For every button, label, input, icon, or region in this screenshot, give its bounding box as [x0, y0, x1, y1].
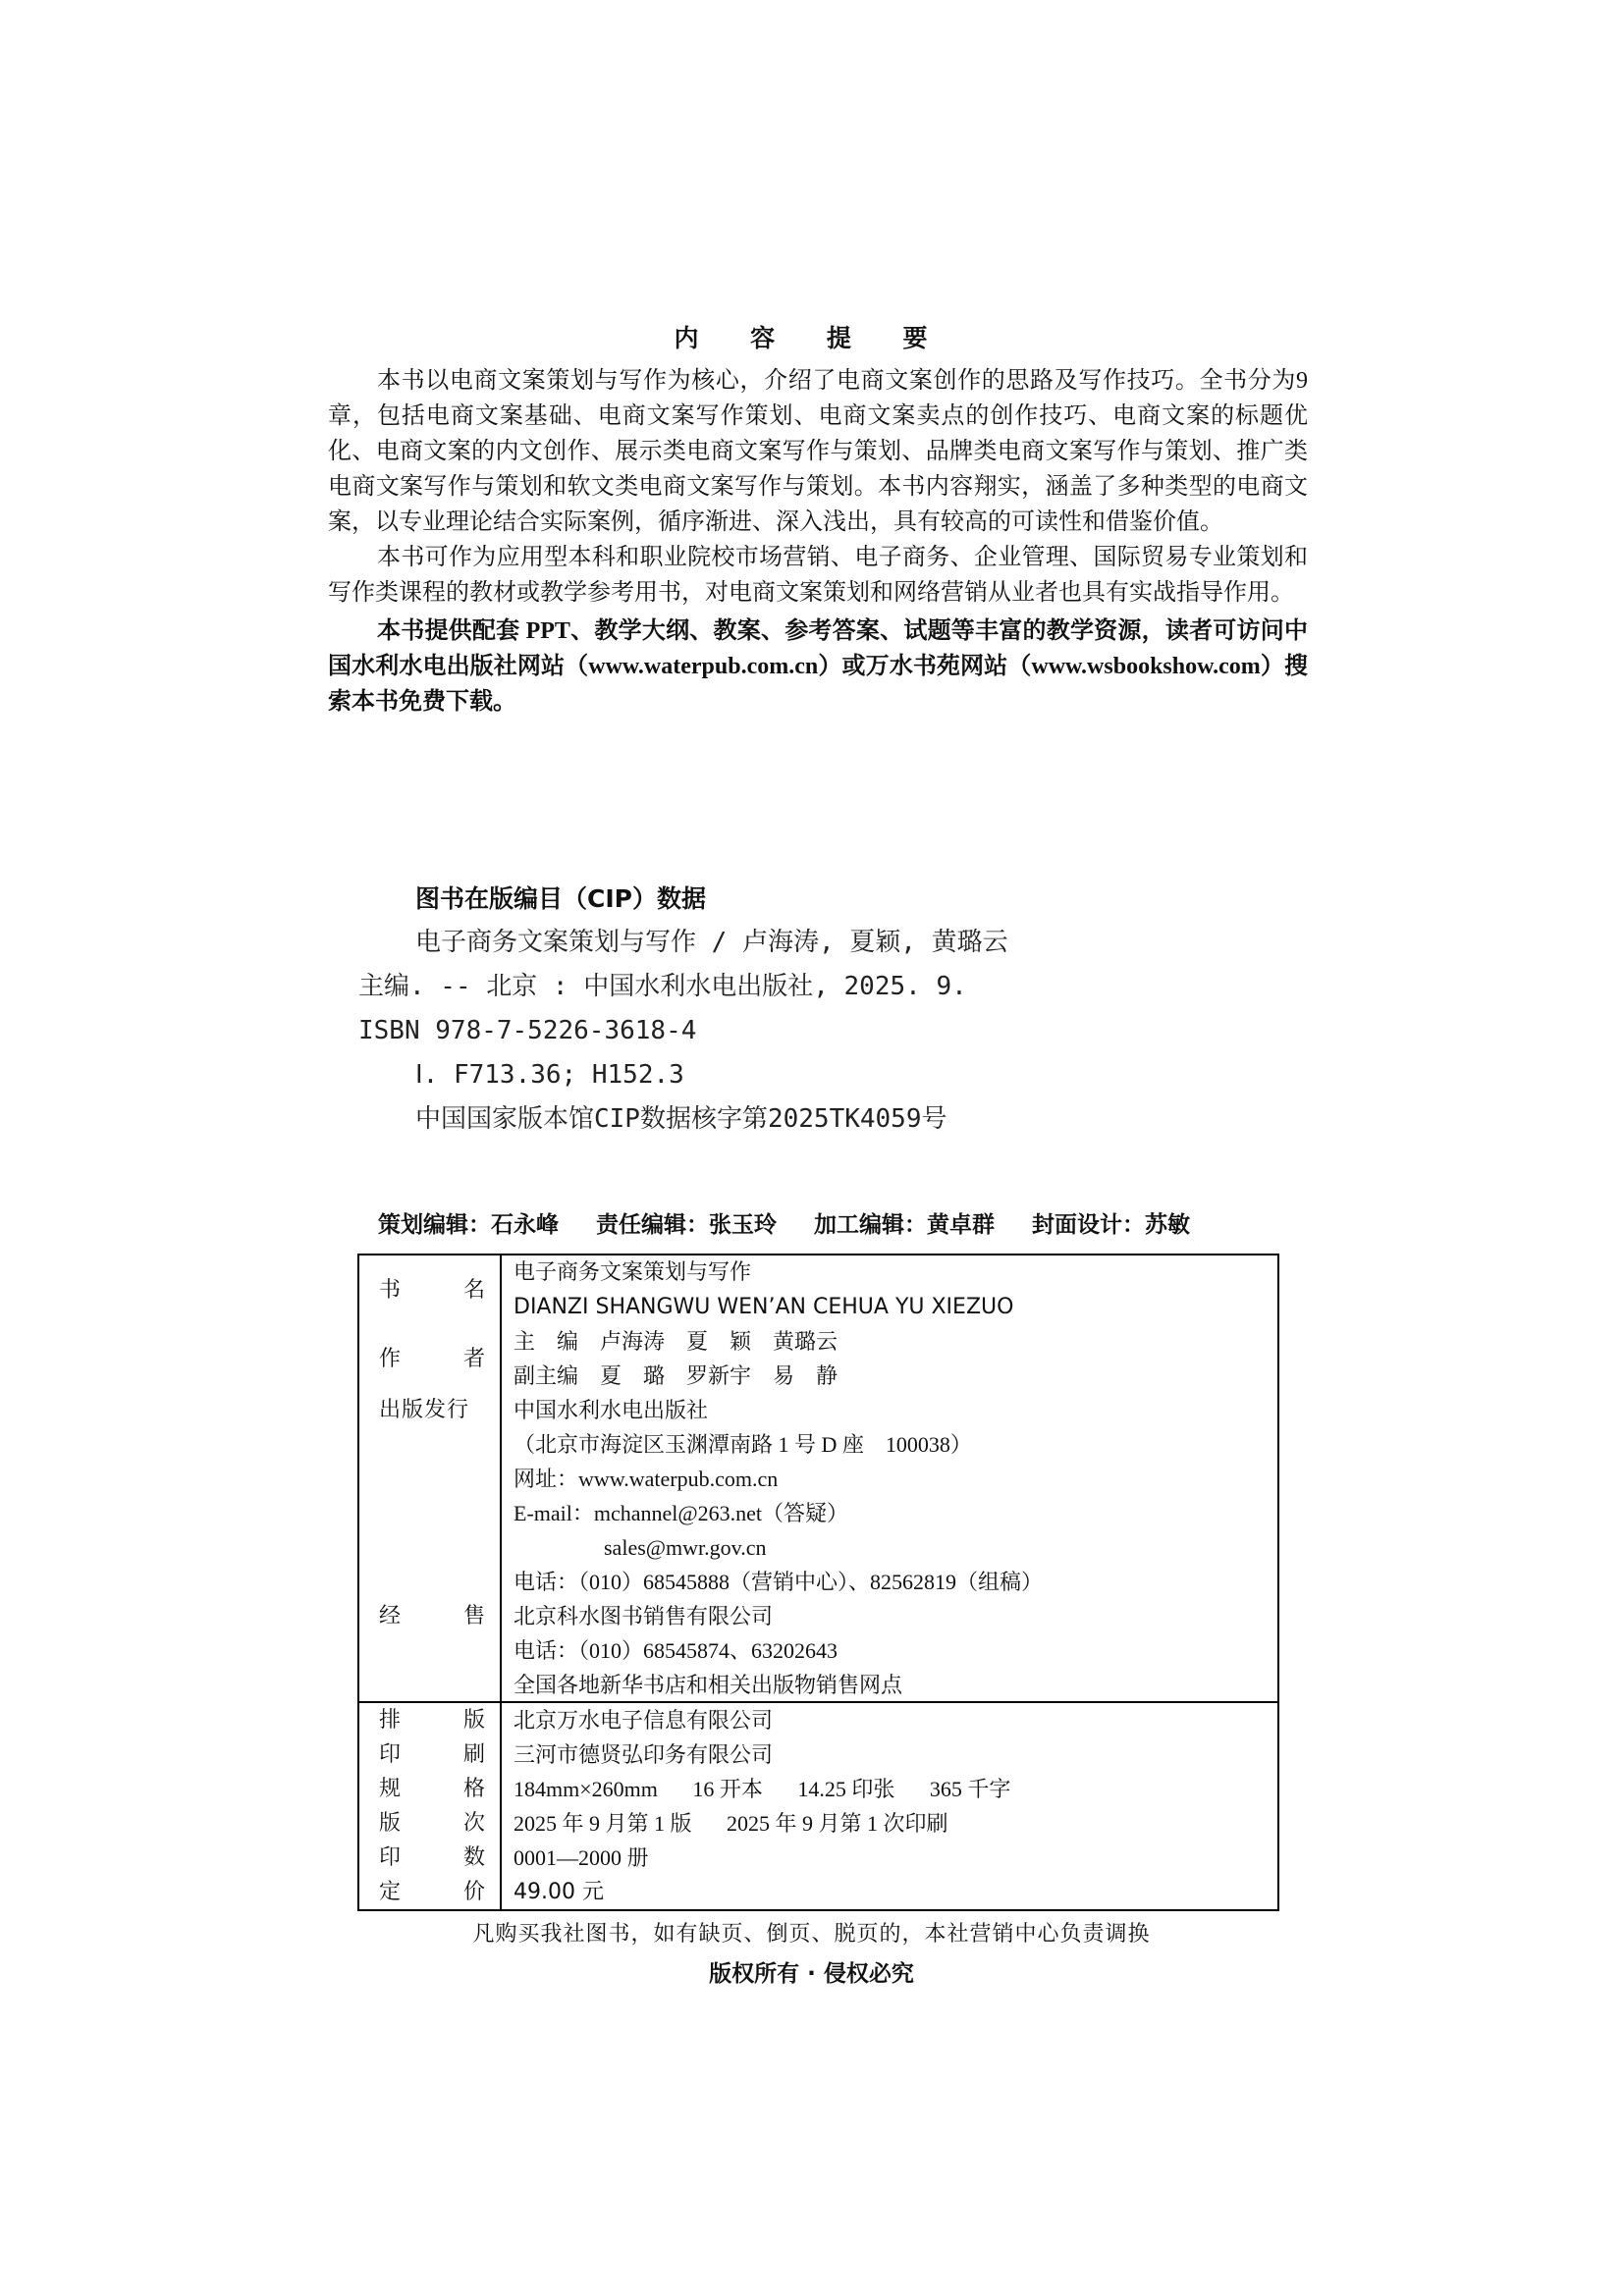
summary-title: 内 容 提 要	[674, 324, 949, 352]
spec-format: 16 开本	[692, 1777, 763, 1801]
edition: 2025 年 9 月第 1 版	[514, 1811, 692, 1836]
spec-words: 365 千字	[929, 1777, 1011, 1801]
copyright-notice: 版权所有 · 侵权必究	[709, 1961, 914, 1987]
publisher-name: 中国水利水电出版社	[514, 1398, 709, 1422]
info-column-bottom	[514, 1703, 1277, 1909]
cip-title: 图书在版编目（CIP）数据	[415, 884, 706, 913]
info-column-top	[514, 1255, 1277, 1702]
typesetter: 北京万水电子信息有限公司	[514, 1708, 774, 1733]
label-price: 定 价	[379, 1880, 485, 1904]
deputy-editors: 副主编 夏 璐 罗新宇 易 静	[514, 1363, 839, 1388]
label-publisher: 出版发行	[379, 1398, 470, 1422]
publisher-email: E-mail：mchannel@263.net（答疑）	[514, 1501, 849, 1525]
summary-body	[328, 363, 1308, 720]
publisher-phone: 电话：（010）68545888（营销中心）、82562819（组稿）	[514, 1570, 1044, 1594]
cip-line: 电子商务文案策划与写作 / 卢海涛, 夏颖, 黄璐云	[415, 928, 1008, 957]
summary-paragraph: 本书以电商文案策划与写作为核心，介绍了电商文案创作的思路及写作技巧。全书分为9章，包括电商文案基础、电商文案写作策划、电商文案卖点的创作技巧、电商文案的标题优化、电商文案的内文创作、展示类电商文案写作与策划、品牌类电商文案写作与策划、推广类电商文案写作与策划和软文类电商文案写作与策划。本书内容翔实，涵盖了多种类型的电商文案，以专业理论结合实际案例，循序渐进、深入浅出，具有较高的可读性和借鉴价值。	[328, 368, 1308, 535]
distributor-network: 全国各地新华书店和相关出版物销售网点	[514, 1673, 903, 1697]
distributor-phone: 电话：（010）68545874、63202643	[514, 1638, 839, 1663]
label-title: 书 名	[379, 1278, 485, 1303]
cip-classification: Ⅰ. F713.36; H152.3	[415, 1060, 684, 1090]
editors-line	[378, 1206, 1262, 1239]
processing-editor: 加工编辑：黄卓群	[814, 1212, 995, 1238]
publisher-website: 网址：www.waterpub.com.cn	[514, 1467, 779, 1491]
column-divider	[500, 1255, 502, 1909]
label-print: 印 刷	[379, 1742, 485, 1767]
label-distributor: 经 售	[379, 1604, 485, 1629]
cip-isbn: ISBN 978-7-5226-3618-4	[358, 1016, 697, 1045]
label-edition: 版 次	[379, 1811, 485, 1836]
responsible-editor: 责任编辑：张玉玲	[596, 1212, 777, 1238]
replacement-notice: 凡购买我社图书，如有缺页、倒页、脱页的，本社营销中心负责调换	[472, 1921, 1151, 1946]
printer: 三河市德贤弘印务有限公司	[514, 1742, 774, 1767]
label-author: 作 者	[379, 1347, 485, 1371]
label-typeset: 排 版	[379, 1708, 485, 1733]
distributor-name: 北京科水图书销售有限公司	[514, 1604, 774, 1629]
spec-row	[514, 1772, 1277, 1806]
copies: 0001—2000 册	[514, 1845, 649, 1870]
publication-info-table	[357, 1254, 1279, 1911]
planning-editor: 策划编辑：石永峰	[378, 1212, 559, 1238]
book-title-cn: 电子商务文案策划与写作	[514, 1260, 752, 1285]
summary-paragraph: 本书可作为应用型本科和职业院校市场营销、电子商务、企业管理、国际贸易专业策划和写作类课程的教材或教学参考用书，对电商文案策划和网络营销从业者也具有实战指导作用。	[328, 545, 1308, 606]
price: 49.00 元	[514, 1880, 604, 1904]
cip-data	[358, 877, 1046, 1142]
book-title-pinyin: DIANZI SHANGWU WEN’AN CEHUA YU XIEZUO	[514, 1295, 1014, 1319]
edition-row	[514, 1806, 1277, 1841]
cip-number: 中国国家版本馆CIP数据核字第2025TK4059号	[415, 1104, 947, 1134]
printing: 2025 年 9 月第 1 次印刷	[727, 1811, 948, 1836]
cover-designer: 封面设计：苏敏	[1032, 1212, 1190, 1238]
publisher-email-2: sales@mwr.gov.cn	[604, 1535, 767, 1560]
resources-paragraph: 本书提供配套 PPT、教学大纲、教案、参考答案、试题等丰富的教学资源，读者可访问中国水利水电出版社网站（www.waterpub.com.cn）或万水书苑网站（www.wsbookshow.com）搜索本书免费下载。	[328, 618, 1308, 715]
cip-line: 主编. -- 北京 : 中国水利水电出版社, 2025. 9.	[358, 972, 967, 1001]
label-copies: 印 数	[379, 1845, 485, 1870]
publisher-address: （北京市海淀区玉渊潭南路 1 号 D 座 100038）	[514, 1432, 972, 1457]
spec-size: 184mm×260mm	[514, 1777, 658, 1801]
chief-editors: 主 编 卢海涛 夏 颖 黄璐云	[514, 1329, 839, 1354]
spec-sheets: 14.25 印张	[797, 1777, 895, 1801]
label-spec: 规 格	[379, 1777, 485, 1801]
